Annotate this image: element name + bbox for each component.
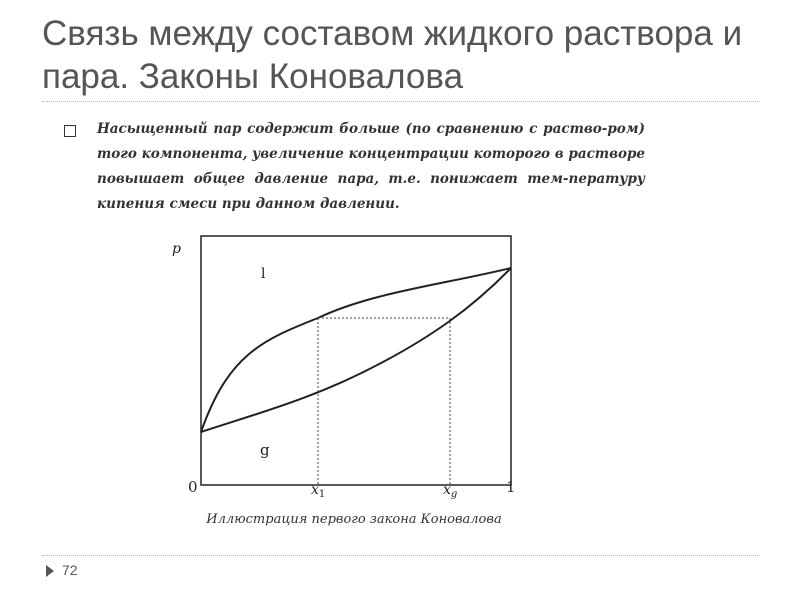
diagram-frame bbox=[201, 236, 511, 485]
x-tick-one: 1 bbox=[506, 478, 516, 496]
diagram-caption: Иллюстрация первого закона Коновалова bbox=[206, 512, 502, 527]
y-axis-label: p bbox=[172, 241, 181, 257]
triangle-right-icon bbox=[46, 565, 54, 577]
slide-title: Связь между составом жидкого раствора и пара. Законы Коновалова bbox=[42, 14, 743, 96]
region-liquid-label: l bbox=[261, 266, 266, 282]
footer-divider bbox=[42, 555, 760, 556]
x-tick-xg-sub: g bbox=[450, 489, 458, 500]
liquid-curve bbox=[201, 268, 511, 432]
x-tick-xg-base: x bbox=[443, 482, 451, 498]
page-number: 72 bbox=[62, 562, 78, 578]
vapor-curve bbox=[201, 268, 511, 432]
x-tick-zero: 0 bbox=[188, 478, 198, 496]
law-statement-text: Насыщенный пар содержит больше (по сравнению с раство-ром) того компонента, увеличение концентрации которого в растворе повышает общее давление пара, т.е. понижает тем-пературу кипения смеси при данном давлении. bbox=[97, 121, 645, 212]
x-tick-x1-sub: 1 bbox=[318, 489, 326, 500]
x-tick-x1-base: x bbox=[311, 482, 319, 498]
region-vapor-label: g bbox=[260, 441, 270, 459]
